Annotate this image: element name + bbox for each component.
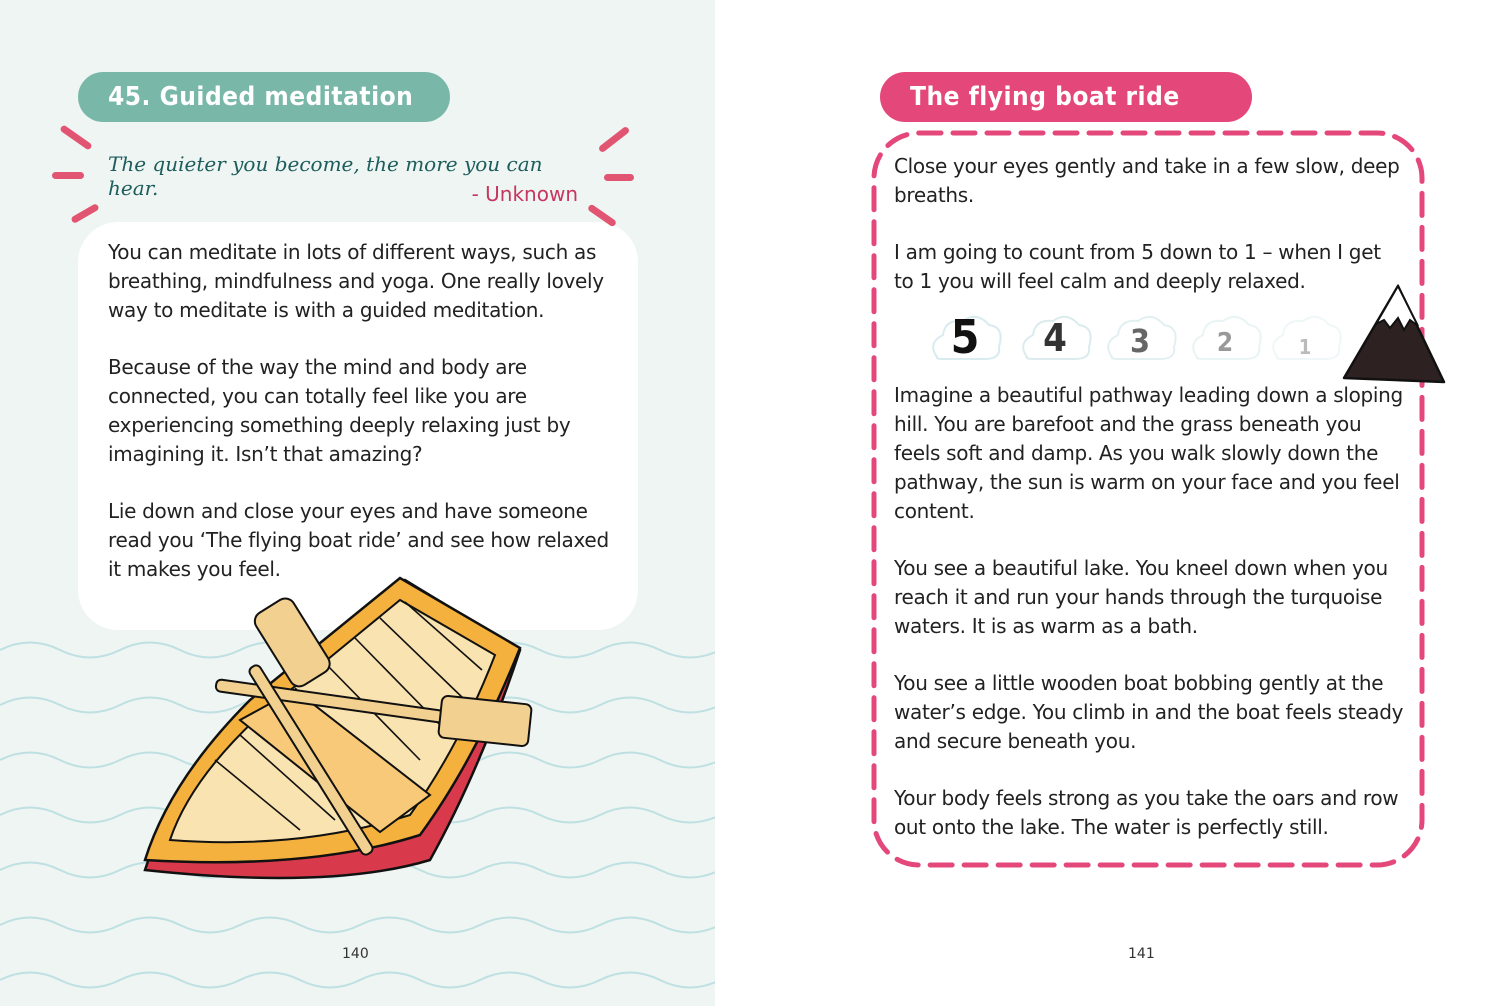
section-heading: The flying boat ride <box>880 72 1252 122</box>
quote-text: The quieter you become, the more you can hear. <box>108 152 543 200</box>
left-page <box>0 0 715 1006</box>
quote-accent-mark <box>52 172 84 179</box>
paragraph: Close your eyes gently and take in a few slow, deep breaths. <box>894 154 1400 207</box>
quote-author: - Unknown <box>471 182 578 206</box>
countdown-cloud <box>1100 302 1180 382</box>
countdown-number: 4 <box>1043 316 1067 360</box>
countdown-cloud <box>1185 302 1265 382</box>
countdown-number: 3 <box>1129 322 1151 360</box>
section-heading: 45. Guided meditation <box>78 72 450 122</box>
quote-accent-mark <box>604 174 634 181</box>
page-number: 140 <box>342 946 369 962</box>
snowy-mountain-illustration <box>1340 278 1448 388</box>
paragraph: Your body feels strong as you take the oars and row out onto the lake. The water is perfectly still. <box>894 786 1399 839</box>
paragraph: Because of the way the mind and body are connected, you can totally feel like you are experiencing something deeply relaxing just by imagining it. Isn’t that amazing? <box>108 355 571 466</box>
paragraph: Imagine a beautiful pathway leading down a sloping hill. You are barefoot and the grass beneath you feels soft and damp. As you walk slowly down the pathway, the sun is warm on your face and you feel content. <box>894 383 1403 523</box>
countdown-cloud <box>1015 302 1095 382</box>
left-body-text <box>108 238 623 612</box>
quote-accent-mark <box>70 203 99 224</box>
rowing-boat-illustration <box>130 570 550 910</box>
countdown-row <box>925 302 1345 382</box>
right-body-text <box>894 381 1404 870</box>
quote-accent-mark <box>59 124 93 150</box>
paragraph: I am going to count from 5 down to 1 – when I get to 1 you will feel calm and deeply relaxed. <box>894 240 1381 293</box>
countdown-number: 5 <box>950 310 980 364</box>
quote-accent-mark <box>598 126 631 154</box>
paragraph: You see a little wooden boat bobbing gently at the water’s edge. You climb in and the boat feels steady and secure beneath you. <box>894 671 1404 753</box>
paragraph: You can meditate in lots of different ways, such as breathing, mindfulness and yoga. One really lovely way to meditate is with a guided meditation. <box>108 240 604 322</box>
countdown-number: 2 <box>1216 328 1234 358</box>
countdown-number: 1 <box>1298 335 1312 359</box>
page-number: 141 <box>1128 946 1155 962</box>
paragraph: You see a beautiful lake. You kneel down when you reach it and run your hands through the turquoise waters. It is as warm as a bath. <box>894 556 1388 638</box>
paragraph: Lie down and close your eyes and have someone read you ‘The flying boat ride’ and see how relaxed it makes you feel. <box>108 499 609 581</box>
countdown-cloud <box>925 302 1005 382</box>
right-intro-text <box>894 152 1404 324</box>
countdown-cloud <box>1265 302 1345 382</box>
